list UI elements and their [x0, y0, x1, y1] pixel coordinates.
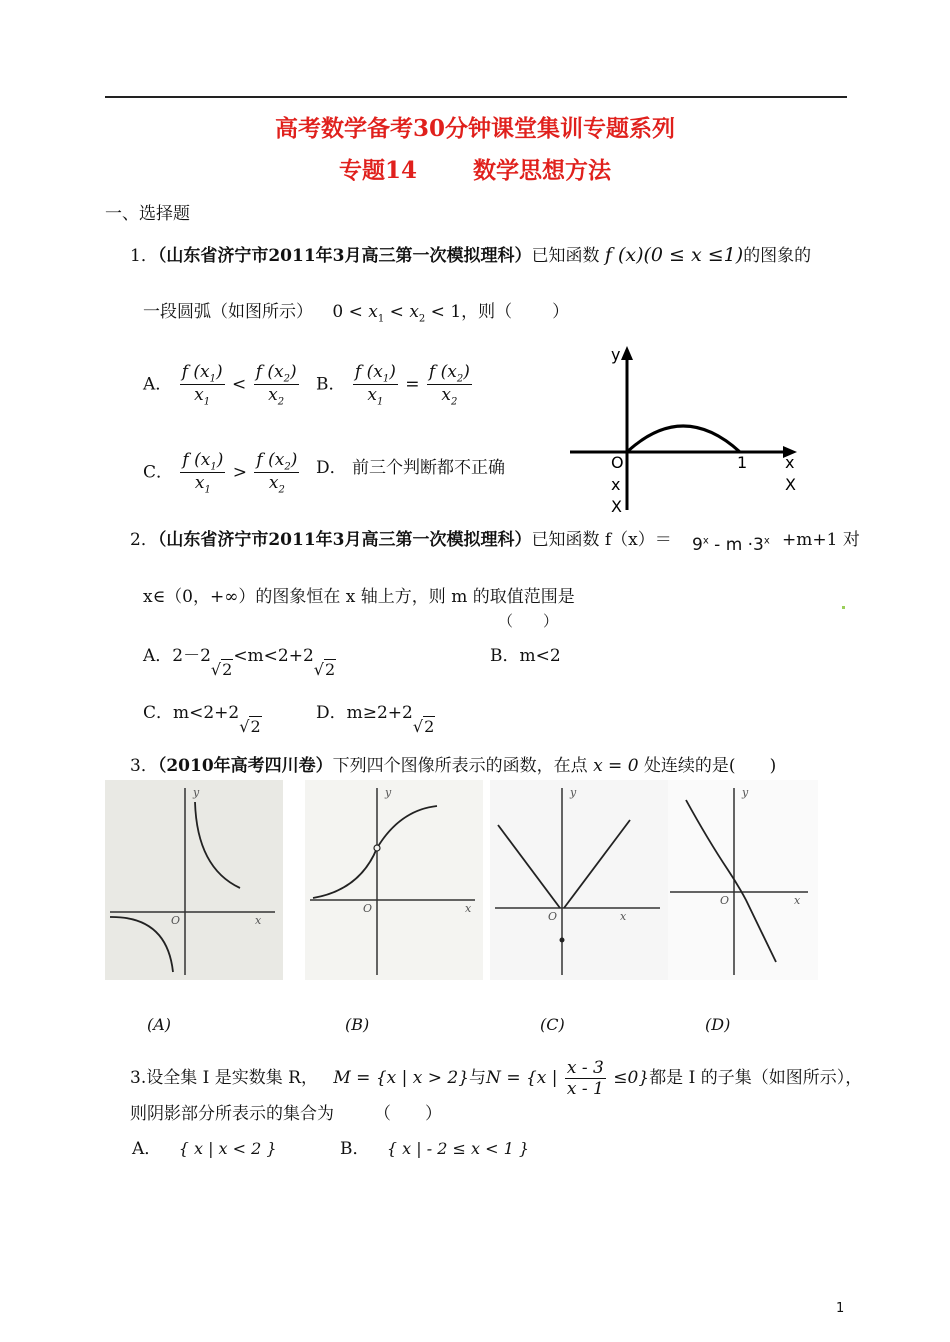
y-axis-arrow	[621, 346, 633, 360]
set-n: N = {x |	[486, 1068, 558, 1088]
q2-line2: x∈（0，+∞）的图象恒在 x 轴上方，则 m 的取值范围是	[143, 587, 575, 607]
q2-option-a[interactable]: A．2－2√2<m<2+2√2	[143, 646, 336, 679]
circle-arc	[627, 426, 740, 452]
q1-option-b[interactable]: B． $\frac{f (x_1)}{x_1}$ = $\frac{f (x_2)}{x_2}$	[316, 362, 470, 408]
svg-text:x: x	[465, 902, 472, 915]
svg-text:x: x	[255, 914, 262, 927]
q4-line2: 则阴影部分所表示的集合为 （ ）	[130, 1104, 442, 1124]
q3-source: （2010年高考四川卷）	[157, 756, 333, 776]
svg-text:O: O	[363, 902, 373, 915]
q2-option-d[interactable]: D．m≥2+2√2	[316, 703, 435, 736]
q4-option-b[interactable]: B． { x | - 2 ≤ x < 1 }	[340, 1139, 530, 1159]
svg-text:y: y	[570, 786, 577, 799]
q3-point: x = 0	[593, 756, 639, 776]
graph-one: 1	[737, 453, 748, 472]
q3-number: 3．	[130, 756, 158, 776]
doc-title: 高考数学备考30分钟课堂集训专题系列	[274, 115, 675, 142]
q1-option-c[interactable]: C． $\frac{f (x_1)}{x_1}$ > $\frac{f (x_2)}{x_2}$	[143, 450, 298, 496]
topic-number: 专题14	[338, 157, 417, 184]
green-dot	[842, 597, 845, 617]
graph-x-left-2: X	[611, 497, 622, 516]
section-heading: 一、选择题	[105, 204, 190, 224]
q3-label-d: (D)	[705, 1015, 731, 1034]
q2-option-b[interactable]: B．m<2	[490, 646, 561, 666]
q2-source: （山东省济宁市2011年3月高三第一次模拟理科）	[157, 530, 532, 550]
svg-text:x: x	[794, 894, 801, 907]
set-m: M = {x | x > 2}	[333, 1068, 470, 1088]
svg-text:O: O	[548, 910, 558, 923]
q1-function: f (x)(0 ≤ x ≤1)	[604, 244, 744, 266]
header-rule	[105, 96, 847, 98]
q3-graph-c[interactable]	[490, 780, 668, 980]
svg-text:y: y	[193, 786, 200, 799]
q4-line1: 3.设全集 I 是实数集 R， M = {x | x > 2}与N = {x | $\frac{x - 3}{x - 1}$ ≤0}都是 I 的子集（如图所示），	[130, 1058, 863, 1099]
svg-text:O: O	[171, 914, 181, 927]
q1-option-a[interactable]: A． $\frac{f (x_1)}{x_1}$ < $\frac{f (x_2)}{x_2}$	[143, 362, 297, 408]
q3-label-b: (B)	[345, 1015, 370, 1034]
q1-source: （山东省济宁市2011年3月高三第一次模拟理科）	[157, 246, 532, 266]
q2-paren: （ ）	[498, 612, 559, 630]
topic-name: 数学思想方法	[473, 157, 612, 184]
doc-subtitle	[0, 152, 950, 185]
graph-x-label-2: X	[785, 475, 796, 494]
q1-line1: 1．（山东省济宁市2011年3月高三第一次模拟理科）已知函数 f (x)(0 ≤ x ≤1)的图象的	[130, 244, 812, 266]
q2-option-c[interactable]: C．m<2+2√2	[143, 703, 261, 736]
graph-y-label: y	[611, 345, 621, 364]
q4-number: 3.	[130, 1068, 147, 1088]
q2-number: 2．	[130, 530, 158, 550]
q3-label-a: (A)	[147, 1015, 172, 1034]
svg-text:y: y	[742, 786, 749, 799]
q1-line2: 一段圆弧（如图所示） $0 < x_1 < x_2 < 1$，则（ ）	[143, 302, 570, 325]
q3-label-c: (C)	[540, 1015, 565, 1034]
q1-arc-graph	[565, 340, 825, 520]
q2-line1: 2．（山东省济宁市2011年3月高三第一次模拟理科）已知函数 f（x）＝	[130, 530, 672, 550]
q1-number: 1．	[130, 246, 158, 266]
page-number: 1	[836, 1301, 845, 1316]
graph-x-left: x	[611, 475, 621, 494]
q4-option-a[interactable]: A． { x | x < 2 }	[132, 1139, 277, 1159]
svg-text:x: x	[620, 910, 627, 923]
q3-line1: 3．（2010年高考四川卷）下列四个图像所表示的函数，在点 x = 0 处连续的是( )	[130, 756, 777, 776]
q1-option-d[interactable]: D． 前三个判断都不正确	[316, 458, 506, 478]
q3-graph-b[interactable]	[305, 780, 483, 980]
q2-expression-tail: +m+1 对	[782, 530, 860, 550]
graph-x-label: x	[785, 453, 795, 472]
q3-graph-a[interactable]	[105, 780, 283, 980]
svg-text:O: O	[720, 894, 730, 907]
svg-text:y: y	[385, 786, 392, 799]
q2-expression: $9^x - m \cdot 3^x$	[692, 535, 770, 555]
graph-origin: O	[611, 453, 624, 472]
q3-graph-d[interactable]	[668, 780, 818, 980]
